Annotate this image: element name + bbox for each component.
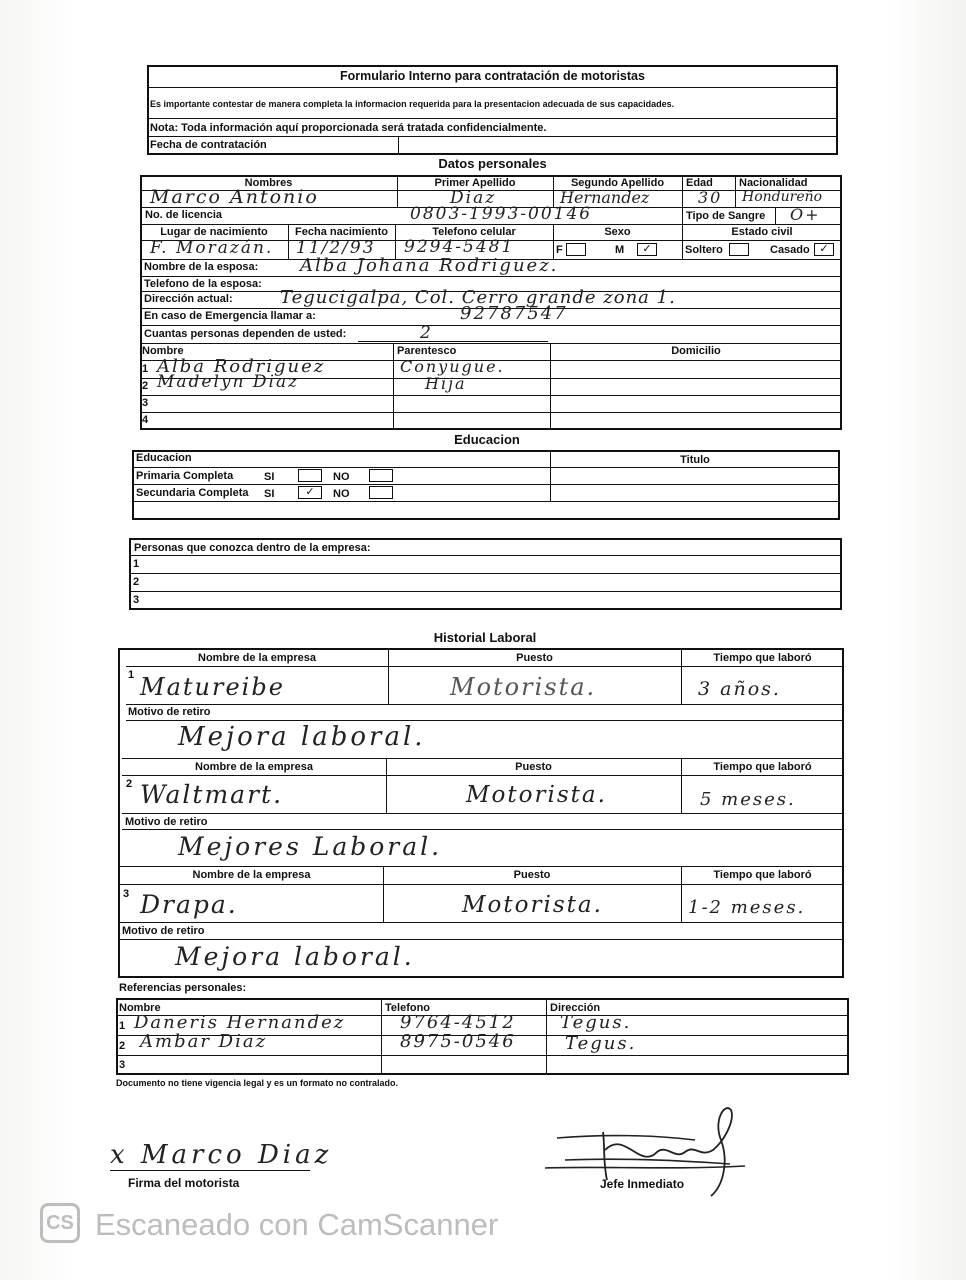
nombres-label: Nombres <box>244 177 293 189</box>
primaria-si-label: SI <box>264 471 275 483</box>
job1-tiempo[interactable]: 3 años. <box>698 678 781 700</box>
telefono-label: Telefono celular <box>432 226 516 238</box>
form-instructions: Es importante contestar de manera completa la informacion requerida para la presentacion adecuada de sus capacidades. <box>150 99 675 109</box>
job1-number: 1 <box>128 669 135 681</box>
esposa-label: Nombre de la esposa: <box>144 261 259 273</box>
job2-col-puesto: Puesto <box>515 761 552 773</box>
job3-number: 3 <box>123 888 130 900</box>
acquaintance-row[interactable]: 3 <box>133 594 140 606</box>
job1-empresa[interactable]: Matureibe <box>140 673 285 701</box>
reference-nombre[interactable]: Ambar Diaz <box>140 1031 268 1052</box>
driver-signature[interactable]: x Marco Diaz <box>110 1140 333 1170</box>
dependent-nombre[interactable]: Alba Rodriguez <box>157 356 326 377</box>
job2-col-empresa: Nombre de la empresa <box>195 761 313 773</box>
reference-telefono[interactable]: 8975-0546 <box>400 1031 516 1052</box>
secundaria-no-label: NO <box>333 488 350 500</box>
job1-puesto[interactable]: Motorista. <box>450 673 597 701</box>
esposa-value[interactable]: Alba Johana Rodriguez. <box>300 255 559 276</box>
boss-signature-label: Jefe Inmediato <box>600 1177 685 1191</box>
acquaintance-row[interactable]: 1 <box>133 558 140 570</box>
reference-row-number: 1 <box>119 1020 126 1032</box>
lugar-nacimiento-value[interactable]: F. Morazán. <box>150 238 274 258</box>
estado-civil-label: Estado civil <box>731 226 793 238</box>
reference-row-number: 2 <box>119 1040 126 1052</box>
fecha-nacimiento-label: Fecha nacimiento <box>295 226 388 238</box>
reference-telefono[interactable]: 9764-4512 <box>400 1012 516 1033</box>
edad-value[interactable]: 30 <box>698 188 723 207</box>
lugar-nacimiento-label: Lugar de nacimiento <box>160 226 268 238</box>
dependent-parentesco[interactable]: Hija <box>425 374 467 393</box>
job2-puesto[interactable]: Motorista. <box>466 782 607 808</box>
licencia-label: No. de licencia <box>145 209 223 221</box>
dependents-col-parentesco: Parentesco <box>397 345 457 357</box>
dependientes-value[interactable]: 2 <box>420 323 433 343</box>
education-header: Educacion <box>136 452 192 464</box>
secundaria-si-checkbox[interactable]: ✓ <box>298 486 322 499</box>
casado-checkbox[interactable]: ✓ <box>814 243 834 256</box>
secundaria-label: Secundaria Completa <box>136 487 249 499</box>
job3-col-tiempo: Tiempo que laboró <box>713 869 812 881</box>
licencia-value[interactable]: 0803-1993-00146 <box>410 204 593 224</box>
job1-motivo[interactable]: Mejora laboral. <box>178 722 426 752</box>
sexo-m-checkbox[interactable]: ✓ <box>637 243 657 256</box>
sexo-f-label: F <box>556 244 563 256</box>
primaria-no-checkbox[interactable] <box>369 469 393 482</box>
primer-apellido-label: Primer Apellido <box>434 177 516 189</box>
dependent-parentesco[interactable]: Conyugue. <box>400 357 505 376</box>
primer-apellido-value[interactable]: Diaz <box>450 188 497 208</box>
camscanner-logo-icon: CS <box>40 1203 80 1243</box>
telefono-value[interactable]: 9294-5481 <box>404 237 515 257</box>
job2-tiempo[interactable]: 5 meses. <box>700 789 796 810</box>
sexo-f-checkbox[interactable] <box>566 243 586 256</box>
job2-number: 2 <box>126 778 133 790</box>
secundaria-no-checkbox[interactable] <box>369 486 393 499</box>
job3-col-puesto: Puesto <box>513 869 551 881</box>
job3-motivo[interactable]: Mejora laboral. <box>175 942 415 971</box>
job3-tiempo[interactable]: 1-2 meses. <box>688 897 806 918</box>
tipo-sangre-value[interactable]: O+ <box>790 205 821 224</box>
casado-label: Casado <box>770 244 810 256</box>
job2-col-tiempo: Tiempo que laboró <box>713 761 812 773</box>
reference-nombre[interactable]: Daneris Hernandez <box>134 1012 346 1033</box>
sexo-m-label: M <box>615 244 625 256</box>
soltero-label: Soltero <box>685 244 723 256</box>
segundo-apellido-value[interactable]: Hernandez <box>560 188 650 207</box>
acquaintance-row[interactable]: 2 <box>133 576 140 588</box>
job2-motivo[interactable]: Mejores Laboral. <box>178 832 443 861</box>
work-history-title: Historial Laboral <box>433 630 537 645</box>
personal-section-title: Datos personales <box>438 156 547 171</box>
reference-direccion[interactable]: Tegus. <box>560 1012 632 1033</box>
references-col-telefono: Telefono <box>385 1002 431 1014</box>
fecha-nacimiento-value[interactable]: 11/2/93 <box>296 238 376 258</box>
dependents-col-nombre: Nombre <box>142 345 184 357</box>
dependent-row-number: 4 <box>142 414 149 426</box>
direccion-value[interactable]: Tegucigalpa, Col. Cerro grande zona 1. <box>280 287 676 308</box>
edad-label: Edad <box>686 177 713 189</box>
hire-date-label: Fecha de contratación <box>150 139 267 151</box>
tipo-sangre-label: Tipo de Sangre <box>686 210 766 222</box>
primaria-no-label: NO <box>333 471 350 483</box>
reference-row-number: 3 <box>119 1059 126 1071</box>
legal-disclaimer: Documento no tiene vigencia legal y es un formato no contralado. <box>116 1078 399 1088</box>
job3-empresa[interactable]: Drapa. <box>140 890 238 919</box>
reference-direccion[interactable]: Tegus. <box>565 1033 637 1054</box>
direccion-label: Dirección actual: <box>144 293 233 305</box>
dependent-row-number: 1 <box>142 363 149 375</box>
nacionalidad-label: Nacionalidad <box>739 177 808 189</box>
confidential-note: Nota: Toda información aquí proporcionada será tratada confidencialmente. <box>150 122 547 134</box>
soltero-checkbox[interactable] <box>729 243 749 256</box>
references-label: Referencias personales: <box>119 982 247 994</box>
sexo-label: Sexo <box>604 226 631 238</box>
job3-puesto[interactable]: Motorista. <box>462 892 603 918</box>
primaria-si-checkbox[interactable] <box>298 469 322 482</box>
references-col-direccion: Dirección <box>550 1002 601 1014</box>
dependent-row-number: 3 <box>142 397 149 409</box>
job2-empresa[interactable]: Waltmart. <box>140 780 284 809</box>
camscanner-watermark: Escaneado con CamScanner <box>95 1207 499 1242</box>
secundaria-si-label: SI <box>264 488 275 500</box>
job1-col-empresa: Nombre de la empresa <box>198 652 316 664</box>
job3-motivo-label: Motivo de retiro <box>122 925 205 937</box>
job1-col-puesto: Puesto <box>516 652 553 664</box>
dependent-row-number: 2 <box>142 380 149 392</box>
job1-col-tiempo: Tiempo que laboró <box>713 652 812 664</box>
telefono-esposa-label: Telefono de la esposa: <box>144 278 262 290</box>
emergencia-value[interactable]: 92787547 <box>460 303 568 324</box>
education-section-title: Educacion <box>454 432 520 447</box>
form-title: Formulario Interno para contratación de motoristas <box>340 69 645 83</box>
driver-signature-label: Firma del motorista <box>128 1176 240 1190</box>
dependents-col-domicilio: Domicilio <box>671 345 721 357</box>
nombres-value[interactable]: Marco Antonio <box>150 186 319 208</box>
dependent-nombre[interactable]: Madelyn Diaz <box>157 372 300 392</box>
job3-col-empresa: Nombre de la empresa <box>192 869 311 881</box>
dependientes-label: Cuantas personas dependen de usted: <box>144 328 347 340</box>
segundo-apellido-label: Segundo Apellido <box>570 177 665 189</box>
primaria-label: Primaria Completa <box>136 470 234 482</box>
nacionalidad-value[interactable]: Hondureño <box>742 189 823 205</box>
references-col-nombre: Nombre <box>119 1002 161 1014</box>
job1-motivo-label: Motivo de retiro <box>128 706 211 718</box>
titulo-header: Titulo <box>680 454 710 466</box>
emergencia-label: En caso de Emergencia llamar a: <box>144 310 316 322</box>
job2-motivo-label: Motivo de retiro <box>125 816 208 828</box>
acquaintances-label: Personas que conozca dentro de la empresa: <box>134 542 371 554</box>
